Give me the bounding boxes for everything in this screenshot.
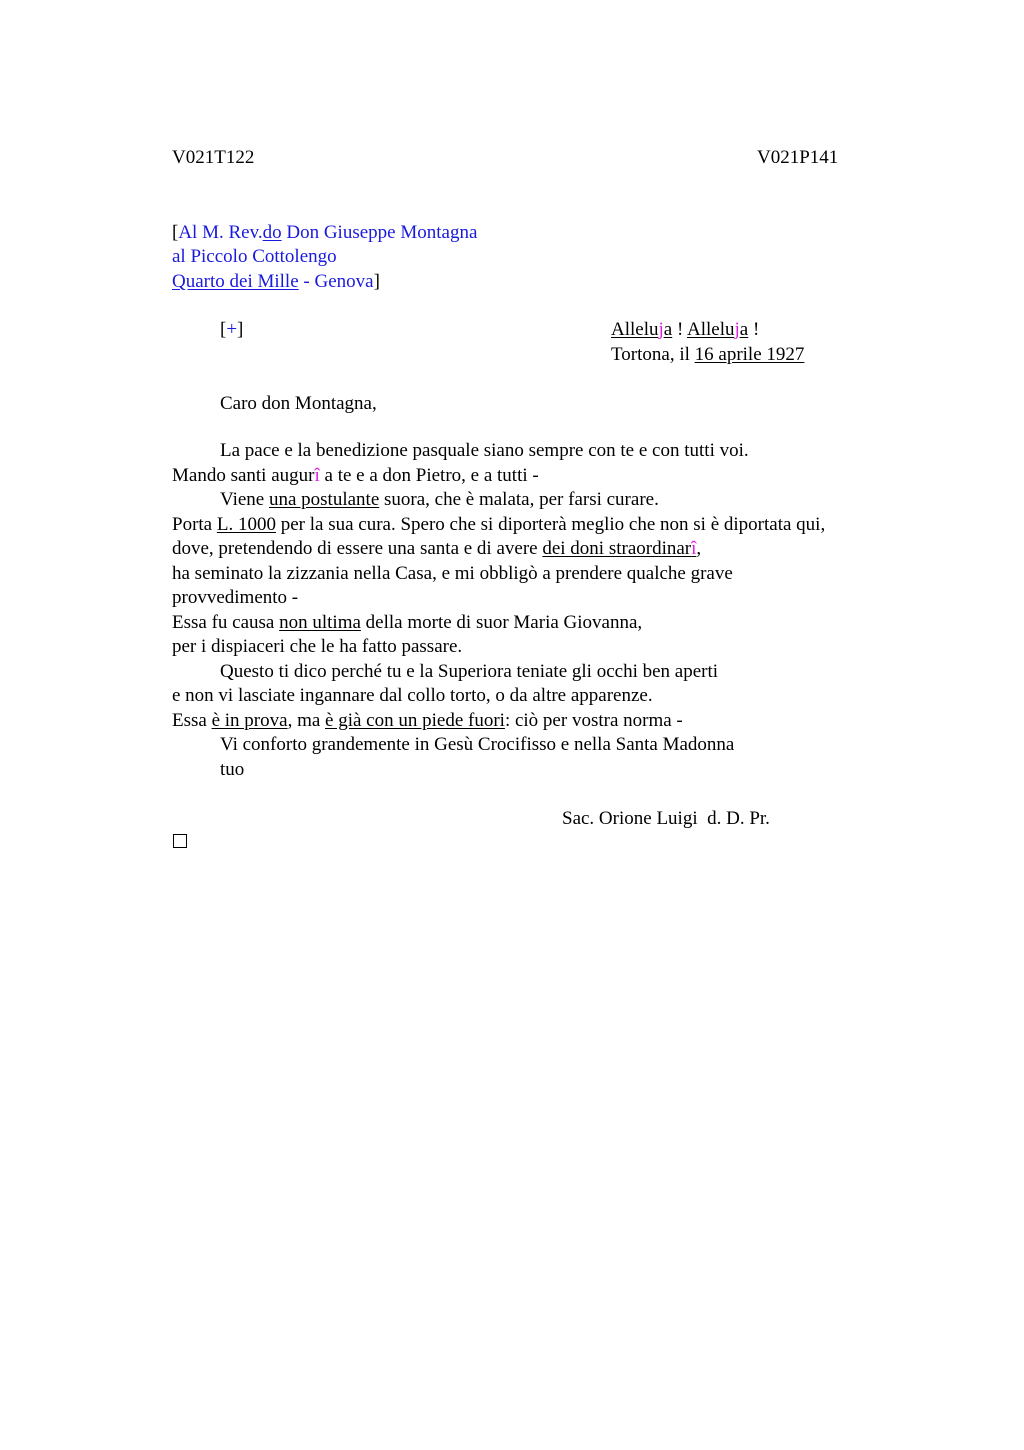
letter-body: [172, 439, 972, 782]
alleluja-1-j: j: [658, 319, 664, 340]
body-line: [172, 513, 972, 538]
underlined-text: una postulante: [268, 489, 380, 510]
greeting: Caro don Montagna,: [220, 393, 377, 414]
body-line: tuo: [220, 758, 245, 780]
cross-bracket-close: ]: [237, 319, 244, 340]
alleluja-line: [611, 318, 759, 342]
alleluja-2: [687, 319, 748, 340]
cross-mark: [220, 318, 243, 342]
letter-date: 16 aprile 1927: [694, 344, 805, 365]
address-line-1: [172, 221, 477, 245]
address-bracket-close: ]: [373, 271, 380, 292]
alleluja-separator: !: [672, 319, 687, 340]
address-title: Al M. Rev.: [178, 222, 263, 243]
end-square-icon: [173, 834, 187, 848]
underlined-text: è già con un piede fuori: [325, 709, 505, 731]
body-line: e non vi lasciate ingannare dal collo torto, o da altre apparenze.: [172, 685, 653, 706]
address-recipient: Don Giuseppe Montagna: [281, 222, 478, 243]
alleluja-2-j: j: [734, 319, 740, 340]
underlined-text: è in prova: [211, 709, 288, 731]
text-span: Viene: [220, 489, 269, 510]
address-line-2: al Piccolo Cottolengo: [172, 246, 337, 267]
body-line: La pace e la benedizione pasquale siano sempre con te e con tutti voi.: [220, 440, 749, 461]
place: Tortona, il: [611, 344, 695, 365]
document-code-left: V021T122: [172, 147, 255, 168]
text-span: della morte di suor Maria Giovanna,: [360, 611, 643, 633]
body-line: [172, 464, 972, 489]
document-code-right: V021P141: [757, 147, 839, 168]
text-span: Mando santi augur: [172, 464, 315, 486]
highlighted-char: î: [314, 464, 320, 486]
body-line: ha seminato la zizzania nella Casa, e mi obbligò a prendere qualche grave: [172, 562, 733, 584]
text-span: Essa: [172, 709, 212, 731]
address-title-superscript: do: [262, 222, 282, 243]
text-span: per la sua cura. Spero che si diporterà meglio che non si è diportata qui,: [275, 513, 826, 535]
address-line-3: [172, 270, 380, 294]
alleluja-end: !: [748, 319, 760, 340]
text-span: suora, che è malata, per farsi curare.: [379, 489, 659, 510]
underlined-text: non ultima: [279, 611, 361, 633]
text-span: ,: [696, 538, 702, 559]
body-line: [172, 611, 972, 636]
underlined-text: [542, 538, 696, 559]
text-span: a te e a don Pietro, e a tutti -: [319, 464, 539, 486]
underlined-text: L. 1000: [216, 513, 276, 535]
body-line: Questo ti dico perché tu e la Superiora teniate gli occhi ben aperti: [220, 660, 719, 682]
body-line: provvedimento -: [172, 587, 299, 608]
body-line: [172, 488, 972, 513]
text-span: , ma: [287, 709, 326, 731]
body-line: [172, 537, 972, 562]
alleluja-1: [611, 319, 672, 340]
body-line: [172, 709, 972, 734]
body-line: Vi conforto grandemente in Gesù Crocifisso e nella Santa Madonna: [220, 734, 735, 755]
place-date-line: [611, 343, 804, 367]
address-district: Quarto dei Mille: [172, 271, 299, 292]
text-span: Porta: [172, 513, 217, 535]
address-bracket-open: [: [172, 222, 179, 243]
signature: Sac. Orione Luigi d. D. Pr.: [562, 808, 770, 829]
text-span: : ciò per vostra norma -: [504, 709, 683, 731]
alleluja-1-part-a: Allelu: [611, 319, 659, 340]
alleluja-2-part-a: Allelu: [687, 319, 735, 340]
alleluja-1-part-b: a: [663, 319, 673, 340]
alleluja-2-part-b: a: [739, 319, 749, 340]
highlighted-char: î: [691, 538, 697, 559]
body-line: per i dispiaceri che le ha fatto passare.: [172, 636, 463, 657]
address-city: - Genova: [298, 271, 374, 292]
cross-bracket-open: [: [220, 319, 227, 340]
text-span: dei doni straordinar: [542, 538, 692, 559]
text-span: dove, pretendendo di essere una santa e di avere: [172, 538, 543, 559]
text-span: Essa fu causa: [172, 611, 280, 633]
cross-symbol: +: [226, 319, 238, 340]
